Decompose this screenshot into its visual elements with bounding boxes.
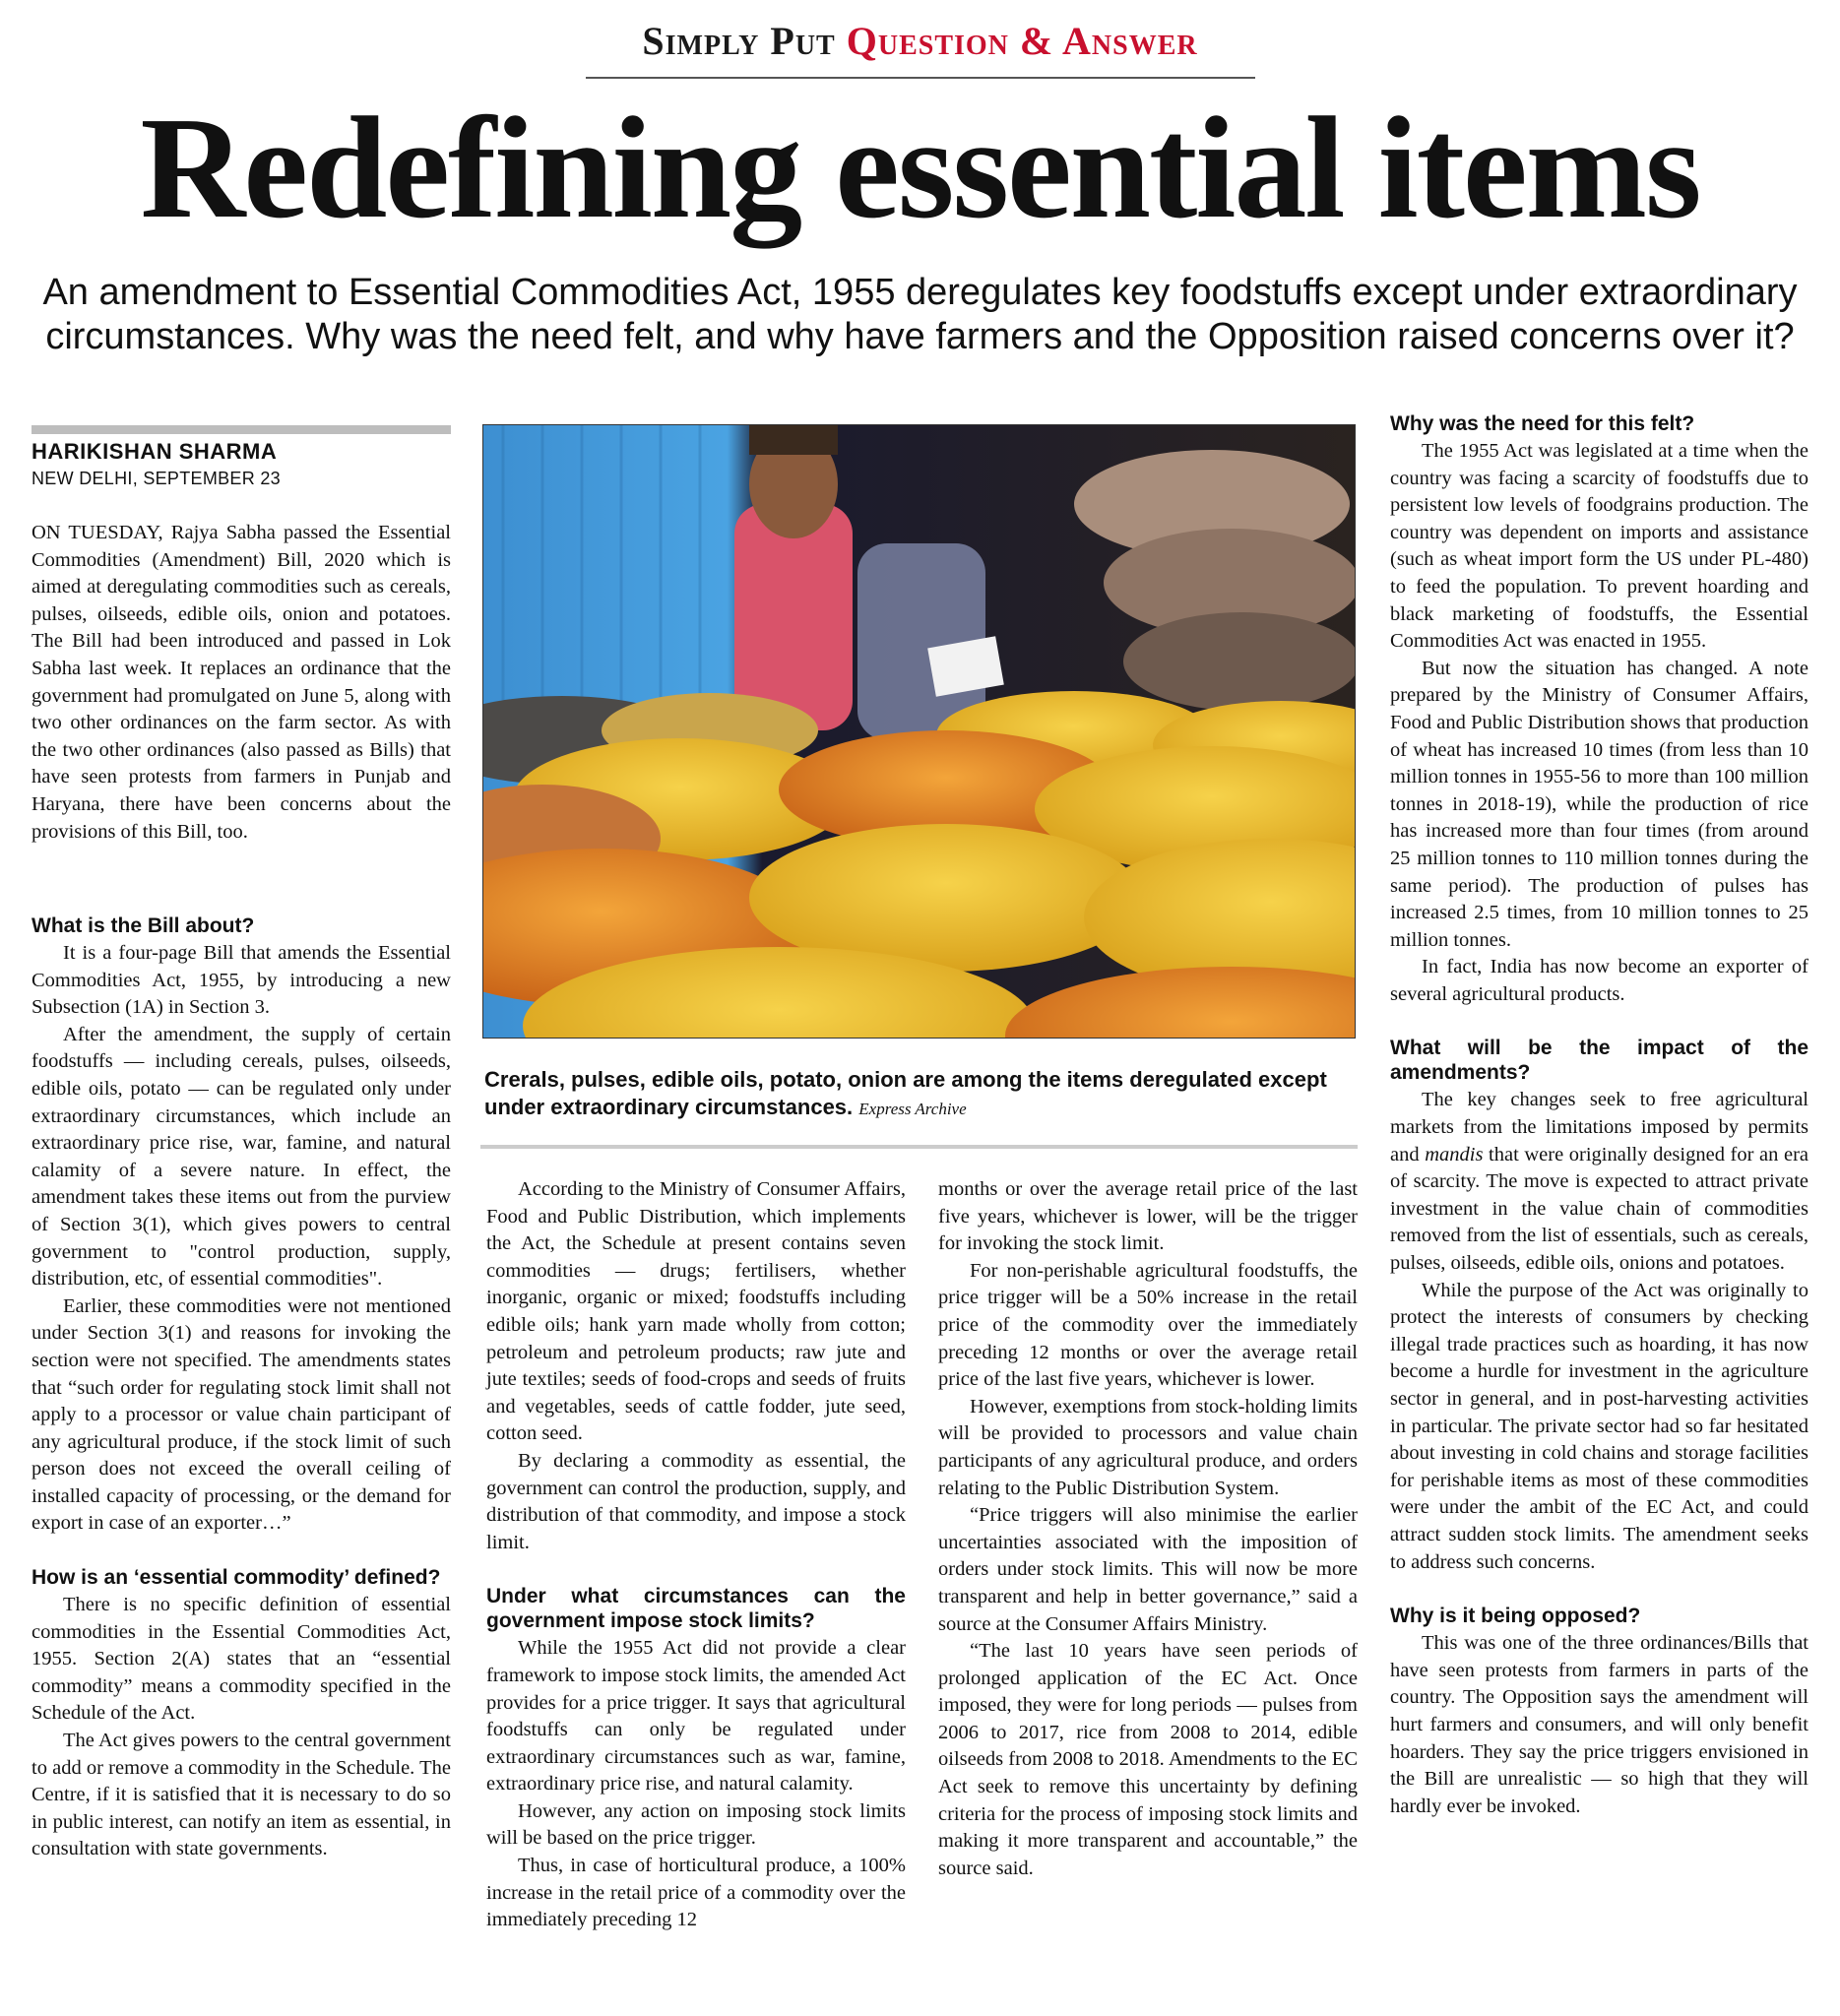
headline: Redefining essential items [140, 88, 1700, 249]
byline [32, 439, 281, 489]
subhead-stock-limits: Under what circumstances can the government impose stock limits? [486, 1585, 906, 1633]
body-paragraph: Earlier, these commodities were not mentioned under Section 3(1) and reasons for invoking the section were not specified. The amendments states that “such order for regulating stock limit shall not apply to a processor or value chain participant of any agricultural produce, if the stock limit of such person does not exceed the overall ceiling of installed capacity of processing, or the demand for export in case of an exporter…” [32, 1294, 451, 1535]
subhead-need-felt: Why was the need for this felt? [1390, 412, 1695, 435]
subhead-impact: What will be the impact of the amendments? [1390, 1037, 1808, 1085]
body-paragraph: By declaring a commodity as essential, the government can control the production, supply, and distribution of that commodity, and impose a stock limit. [486, 1449, 906, 1553]
body-paragraph: “The last 10 years have seen periods of prolonged application of the EC Act. Once imposed, they were for long periods — pulses from 2006 to 2017, rice from 2008 to 2014, edible oilseeds from 2008 to 2018. Amendments to the EC Act seek to remove this uncertainty by defining criteria for the process of imposing stock limits and making it more transparent and accountable,” the source said. [938, 1640, 1358, 1879]
subhead-bill-about: What is the Bill about? [32, 914, 255, 937]
body-paragraph: The 1955 Act was legislated at a time when the country was facing a scarcity of foodstuffs due to persistent low levels of foodgrains production. The country was dependent on imports and assistance (such as wheat import form the US under PL-480) to feed the population. To prevent hoarding and black marketing of foodstuffs, the Essential Commodities Act was enacted in 1955. [1390, 440, 1808, 653]
column-4 [1390, 411, 1808, 1820]
dateline: NEW DELHI, SEPTEMBER 23 [32, 469, 281, 488]
body-paragraph: The Act gives powers to the central government to add or remove a commodity in the Schedule. The Centre, if it is satisfied that it is necessary to do so in public interest, can notify an item as essential, in consultation with state governments. [32, 1730, 451, 1860]
body-paragraph: But now the situation has changed. A note prepared by the Ministry of Consumer Affairs, Food and Public Distribution shows that production of wheat has increased 10 times (from less than 10 million tonnes in 1955-56 to more than 100 million tonnes in 2018-19), while the production of rice has increased more than four times (from around 25 million tonnes to 110 million tonnes during the same period). The production of pulses has increased 2.5 times, from 10 million tonnes to 25 million tonnes. [1390, 657, 1808, 951]
body-paragraph: It is a four-page Bill that amends the Essential Commodities Act, 1955, by introducing a new Subsection (1A) in Section 3. [32, 942, 451, 1019]
body-paragraph: However, any action on imposing stock limits will be based on the price trigger. [486, 1799, 906, 1850]
caption-text: Crerals, pulses, edible oils, potato, onion are among the items deregulated except under extraordinary circumstances. [484, 1067, 1327, 1119]
body-paragraph: While the purpose of the Act was originally to protect the interests of consumers by checking illegal trade practices such as hoarding, it has now become a hurdle for investment in the agriculture sector in general, and in post-harvesting activities in particular. The private sector had so far hesitated about investing in cold chains and storage facilities for perishable items as most of these commodities were under the ambit of the EC Act, and could attract sudden stock limits. The amendment seeks to address such concerns. [1390, 1279, 1808, 1573]
section-kicker [0, 18, 1840, 64]
author-name: HARIKISHAN SHARMA [32, 439, 278, 464]
standfirst: An amendment to Essential Commodities Act, 1955 deregulates key foodstuffs except under extraordinary circumstances. Why was the need felt, and why have farmers and the Opposition raised concerns over it? [42, 272, 1798, 357]
byline-divider [32, 425, 451, 434]
lead-paragraph [32, 520, 451, 846]
photo-caption [484, 1066, 1351, 1123]
body-paragraph: However, exemptions from stock-holding limits will be provided to processors and value chain participants of any agricultural produce, and orders relating to the Public Distribution System. [938, 1395, 1358, 1499]
body-text-italic: mandis [1425, 1143, 1484, 1166]
body-paragraph: This was one of the three ordinances/Bills that have seen protests from farmers in parts of the country. The Opposition says the amendment will hurt farmers and consumers, and will only benefit hoarders. They say the price triggers envisioned in the Bill are unrealistic — so high that they will hardly ever be invoked. [1390, 1632, 1808, 1817]
body-paragraph: While the 1955 Act did not provide a clear framework to impose stock limits, the amended Act provides for a price trigger. It says that agricultural foodstuffs can only be regulated under extraordinary circumstances such as war, famine, extraordinary price rise, and natural calamity. [486, 1637, 906, 1796]
subhead-essential-commodity: How is an ‘essential commodity’ defined? [32, 1566, 441, 1590]
kicker-simply-put: Simply Put [642, 19, 836, 63]
column-1 [32, 914, 451, 1863]
body-paragraph: Thus, in case of horticultural produce, a 100% increase in the retail price of a commodity over the immediately preceding 12 [486, 1855, 906, 1931]
body-paragraph: In fact, India has now become an exporter of several agricultural products. [1390, 956, 1808, 1005]
lead-text: Rajya Sabha passed the Essential Commodities (Amendment) Bill, 2020 which is aimed at deregulating commodities such as cereals, pulses, oilseeds, edible oils, onion and potatoes. The Bill had been introduced and passed in Lok Sabha last week. It replaces an ordinance that the government had promulgated on June 5, along with two other ordinances on the farm sector. As with the two other ordinances (also passed as Bills) that have seen protests from farmers in Punjab and Haryana, there have been concerns about the provisions of this Bill, too. [32, 522, 451, 843]
body-paragraph: For non-perishable agricultural foodstuffs, the price trigger will be a 50% increase in the retail price of the commodity over the immediately preceding 12 months or over the average retail price of the last five years, whichever is lower. [938, 1259, 1358, 1391]
body-paragraph: “Price triggers will also minimise the earlier uncertainties associated with the imposition of orders under stock limits. This will now be more transparent and help in better governance,” said a source at the Consumer Affairs Ministry. [938, 1504, 1358, 1635]
market-stall-image [483, 425, 1355, 1038]
body-paragraph: After the amendment, the supply of certain foodstuffs — including cereals, pulses, oilseeds, edible oils, potato — can be regulated only under extraordinary circumstances, which include an extraordinary price rise, war, famine, and natural calamity of a severe nature. In effect, the amendment takes these items out from the purview of Section 3(1), which gives powers to central government to "control production, supply, distribution, etc, of essential commodities". [32, 1023, 451, 1291]
body-text: that were originally designed for an era of scarcity. The move is expected to attract private investment in the value chain of commodities removed from the list of essentials, such as cereals, pulses, oilseeds, edible oils, onions and potatoes. [1390, 1143, 1808, 1275]
body-paragraph: months or over the average retail price of the last five years, whichever is lower, will be the trigger for invoking the stock limit. [938, 1178, 1358, 1255]
lead-runin: ON TUESDAY, [32, 522, 163, 543]
kicker-qa: Question & Answer [846, 19, 1198, 63]
subhead-opposed: Why is it being opposed? [1390, 1605, 1641, 1628]
article-photo [482, 424, 1356, 1039]
column-2 [486, 1176, 906, 1934]
body-paragraph: There is no specific definition of essential commodities in the Essential Commodities Act, 1955. Section 2(A) states that an “essential commodity” means a commodity specified in the Schedule of the Act. [32, 1594, 451, 1725]
body-paragraph: According to the Ministry of Consumer Affairs, Food and Public Distribution, which implements the Act, the Schedule at present contains seven commodities — drugs; fertilisers, whether inorganic, organic or mixed; foodstuffs including edible oils; hank yarn made wholly from cotton; petroleum and petroleum products; raw jute and jute textiles; seeds of food-crops and seeds of fruits and vegetables, seeds of cattle fodder, jute seed, cotton seed. [486, 1178, 906, 1445]
column-divider [480, 1145, 1358, 1149]
photo-credit: Express Archive [858, 1100, 967, 1118]
body-paragraph [1390, 1087, 1808, 1277]
body-text: The key changes seek to free agricultural markets from the limitations imposed by permits and [1390, 1089, 1808, 1166]
kicker-rule [586, 77, 1255, 79]
column-3 [938, 1176, 1358, 1882]
